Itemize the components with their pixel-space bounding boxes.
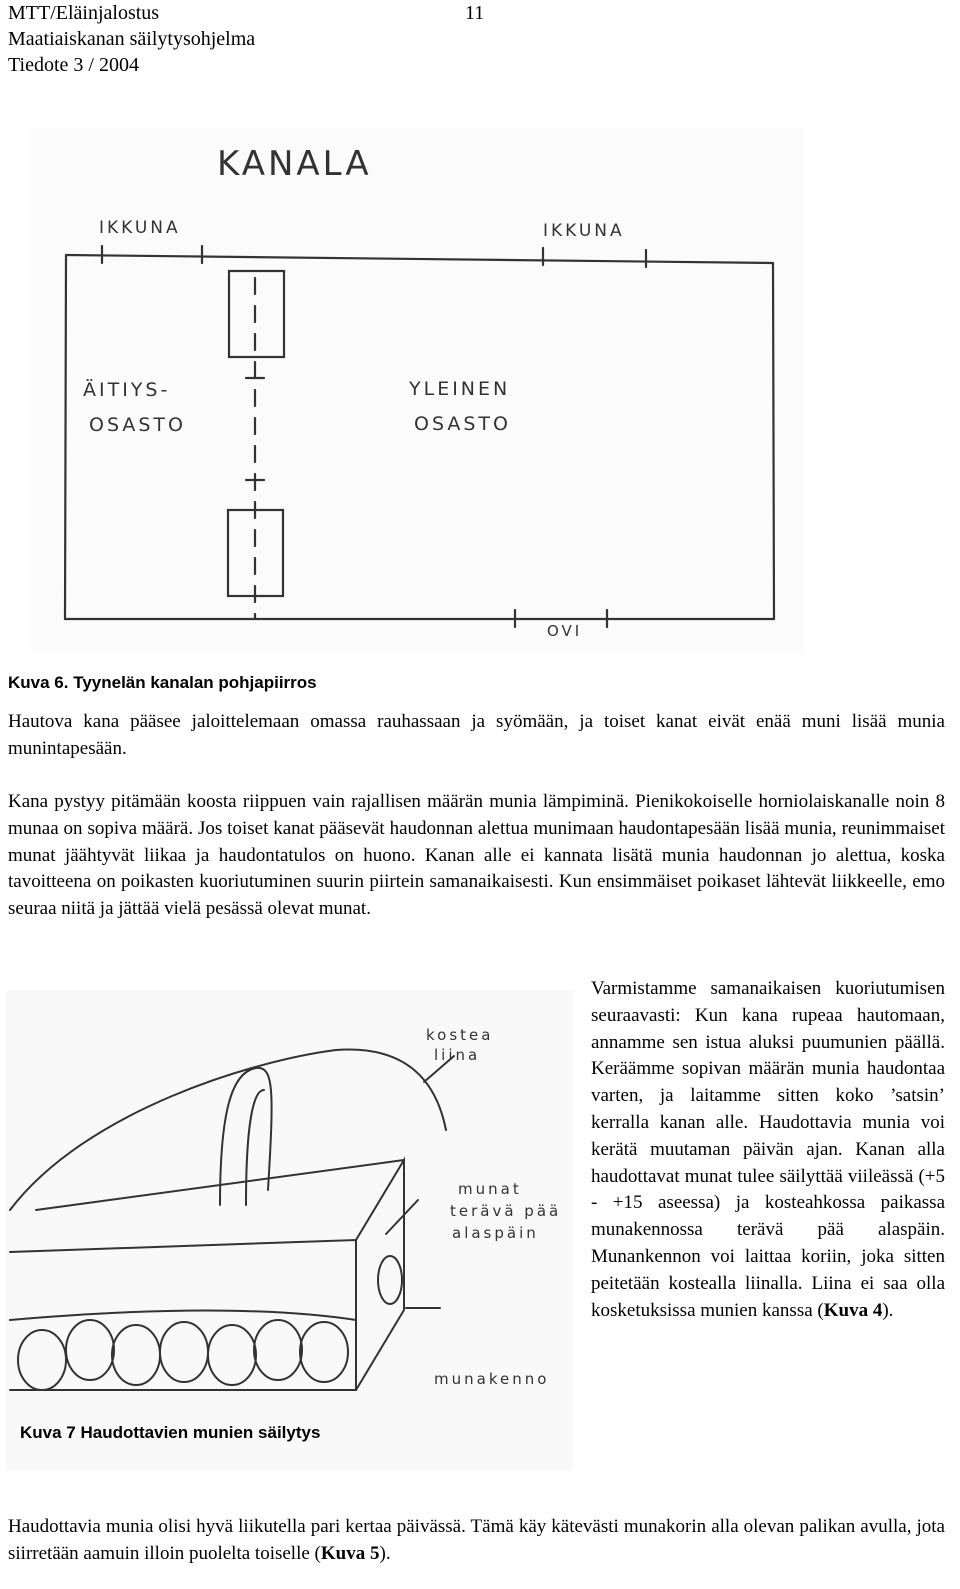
paragraph-4-end: ). [379, 1542, 391, 1564]
door-label: OVI [547, 622, 583, 640]
cloth-label-1: kostea [426, 1026, 494, 1044]
basket-side [356, 1160, 404, 1390]
cloth-outline [10, 1050, 446, 1210]
nest-box-lower [228, 510, 283, 596]
window-right-label: IKKUNA [543, 221, 625, 241]
window-left-label: IKKUNA [99, 218, 181, 238]
figure-7-caption: Kuva 7 Haudottavien munien säilytys [20, 1423, 321, 1442]
east-wall [773, 263, 774, 619]
figure-6-floor-plan [31, 128, 803, 653]
nest-box-upper [229, 271, 284, 357]
header-series: MTT/Eläinjalostus [8, 2, 160, 24]
maternity-label-2: OSASTO [89, 414, 186, 436]
paragraph-4 [8, 1514, 945, 1568]
paragraph-2: Kana pystyy pitämään koosta riippuen vain rajallisen määrän munia lämpiminä. Pienikokoiselle horniolaiskanalle noin 8 munaa on sopiva määrä. Jos toiset kanat pääsevät haudonnan alettua munimaan haudontapesään lisää munia, reunimmaiset munat jäähtyvät liikaa ja haudontatulos on huono. Kanan alle ei kannata lisätä munia haudonnan jo alettua, koska tavoitteena on poikasten kuoriutuminen suurin piirtein samanaikaisesti. Kun ensimmäiset poikaset lähtevät liikkeelle, emo seuraa niitä ja jättää vielä pesässä olevat munat. [8, 791, 945, 920]
figure-5-reference: Kuva 5 [320, 1542, 380, 1564]
header-bulletin: Tiedote 3 / 2004 [8, 54, 139, 76]
north-wall [66, 255, 773, 263]
egg-basket-drawing [6, 990, 573, 1410]
eggs-label-2: terävä pää [450, 1202, 562, 1220]
west-wall [65, 255, 66, 619]
header-program: Maatiaiskanan säilytysohjelma [8, 28, 256, 50]
general-label-2: OSASTO [414, 413, 511, 435]
eggs-label-1: munat [458, 1180, 522, 1198]
cloth-label-2: liina [434, 1046, 481, 1064]
paragraph-3-end: ). [882, 1299, 894, 1321]
paragraph-3-text: Varmistamme samanaikaisen kuoriutumisen seuraavasti: Kun kana rupeaa hautomaan, annamme sen istua aluksi puumunien päällä. Keräämme sopivan määrän munia haudontaa varten, ja laitamme sitten koko ’satsin’ kerralla kanan alle. Haudottavia munia voi kerätä muutaman päivän ajan. Kanan alla haudottavat munat tulee säilyttää viileässä (+5 - +15 aseessa) ja kosteahkossa paikassa munakennossa terävä pää alaspäin. Munankennon voi laittaa koriin, joka sitten peitetään kostealla liinalla. Liina ei saa olla kosketuksissa munien kanssa ( [591, 978, 945, 1321]
plan-title: KANALA [217, 144, 372, 184]
paragraph-1: Hautova kana pääsee jaloittelemaan omassa rauhassaan ja syömään, ja toiset kanat eivät enää muni lisää munia munintapesään. [8, 711, 945, 759]
paragraph-4-text: Haudottavia munia olisi hyvä liikutella pari kertaa päivässä. Tämä käy kätevästi munakorin alla olevan palikan avulla, jota siirretään aamuin illoin puolelta toiselle ( [8, 1516, 945, 1564]
figure-7-egg-basket [6, 990, 573, 1470]
figure-4-reference: Kuva 4 [823, 1299, 883, 1321]
tray-label: munakenno [434, 1370, 550, 1388]
figure-6-caption: Kuva 6. Tyynelän kanalan pohjapiirros [8, 673, 317, 692]
paragraph-3 [591, 976, 945, 1324]
floor-plan-drawing [31, 128, 803, 653]
general-label-1: YLEINEN [409, 378, 511, 400]
page-number: 11 [465, 2, 485, 24]
eggs-label-3: alaspäin [452, 1224, 539, 1242]
maternity-label-1: ÄITIYS- [83, 379, 171, 401]
eggs-group [18, 1256, 402, 1390]
